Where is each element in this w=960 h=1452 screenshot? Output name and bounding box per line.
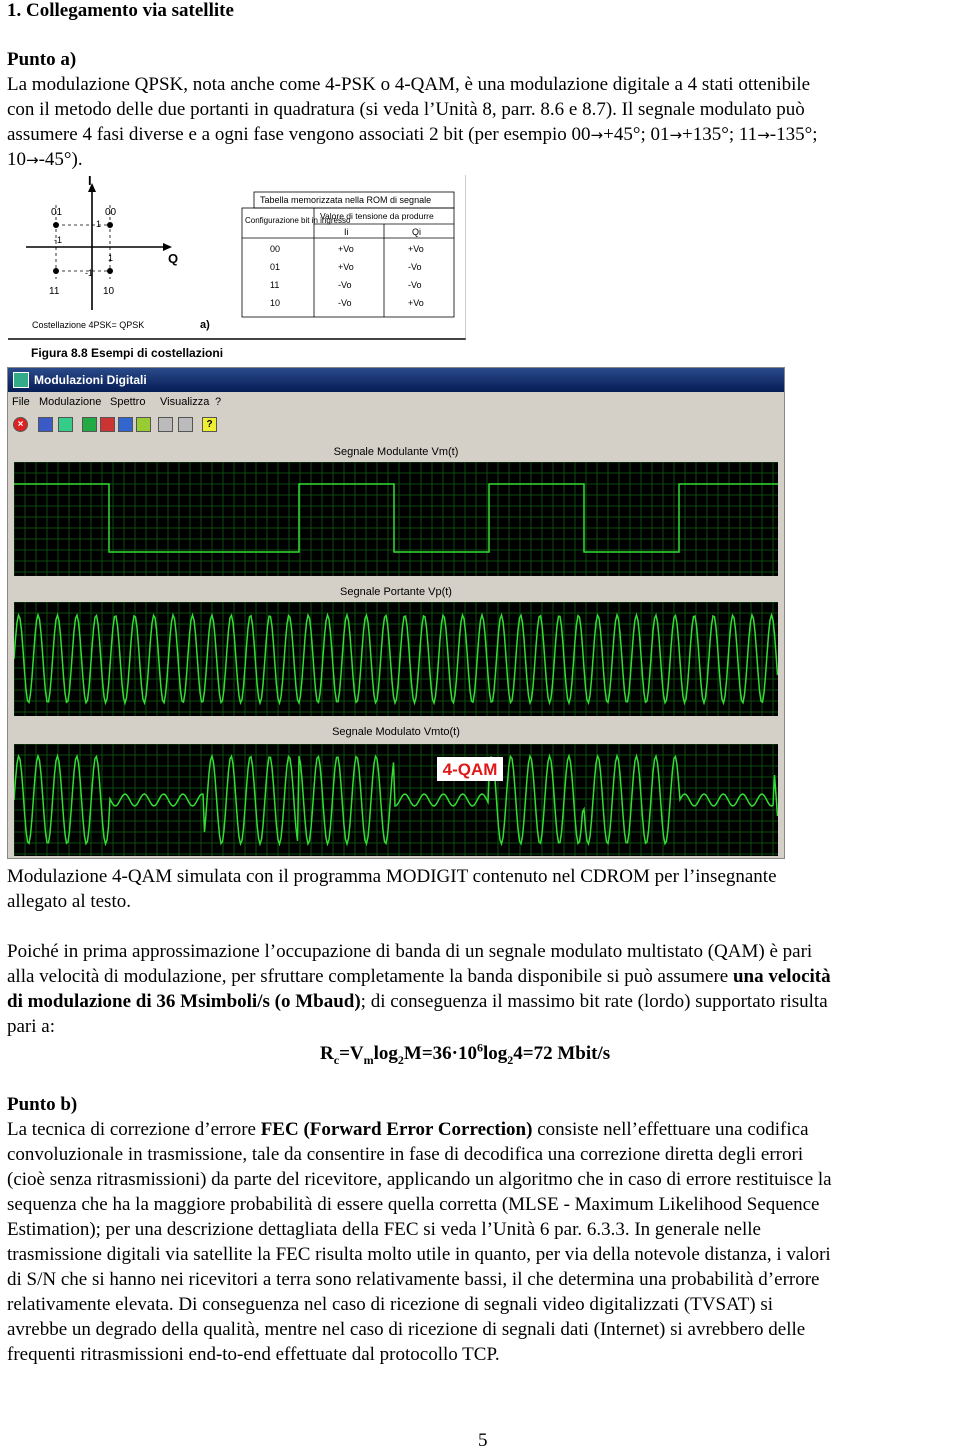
table-cell: 11 <box>270 280 280 290</box>
para-line: avrebbe un degrado della qualità, mentre nel caso di ricezione di segnali dati (Internet) si avrebbero delle <box>7 1319 806 1340</box>
figure-description: allegato al testo. <box>7 891 131 912</box>
bars-red-icon[interactable] <box>100 417 115 432</box>
constellation-figure <box>8 175 466 340</box>
panel-label-portante: Segnale Portante Vp(t) <box>340 586 452 598</box>
table-col-value: Valore di tensione da produrre <box>320 211 434 221</box>
app-title: Modulazioni Digitali <box>34 373 147 387</box>
table-cell: +Vo <box>408 244 424 254</box>
para-line: di S/N che si hanno nei ricevitori a terra sono relativamente bassi, il che determina una probabilità d’errore <box>7 1269 820 1290</box>
table-title: Tabella memorizzata nella ROM di segnale <box>260 195 432 205</box>
arrow-icon: → <box>26 151 39 169</box>
para-line: (cioè senza ritrasmissioni) da parte del ricevitore, applicando un algoritmo che in caso di errore restituisce la <box>7 1169 832 1190</box>
help-icon[interactable]: ? <box>202 417 217 432</box>
point-label: 11 <box>49 286 60 297</box>
constellation-point <box>53 222 59 228</box>
table-cell: +Vo <box>408 298 424 308</box>
scope-portante <box>14 602 778 716</box>
tick-label: 1 <box>96 219 102 229</box>
arrow-icon: → <box>669 126 683 144</box>
para-line: sequenza che ha la maggiore probabilità di essere quella corretta (MLSE - Maximum Likelihood Sequence <box>7 1194 820 1215</box>
tick-label: -1 <box>85 268 94 278</box>
para-line: alla velocità di modulazione, per sfruttare completamente la banda disponibile si può assumere una velocità <box>7 966 831 987</box>
axis-q-label: Q <box>168 251 179 266</box>
scope-modulato <box>14 744 778 856</box>
para-line: trasmissione digitali via satellite la FEC risulta molto utile in quanto, per via della notevole distanza, i valori <box>7 1244 831 1265</box>
menu-bar <box>8 394 784 412</box>
constellation-point <box>107 222 113 228</box>
para-line: 10→-45°). <box>7 149 83 170</box>
menu-modulazione[interactable]: Modulazione <box>39 396 102 408</box>
menu-spettro[interactable]: Spettro <box>110 396 146 408</box>
para-line: La modulazione QPSK, nota anche come 4-PSK o 4-QAM, è una modulazione digitale a 4 stati ottenibile <box>7 74 811 95</box>
table-cell: +Vo <box>338 244 354 254</box>
page-number: 5 <box>478 1430 488 1451</box>
grid-icon[interactable] <box>158 417 173 432</box>
toolbar <box>8 414 784 436</box>
point-label: 01 <box>51 207 63 218</box>
tick-label: 1 <box>108 253 114 263</box>
para-line: relativamente elevata. Di conseguenza nel caso di ricezione di segnali video digitalizzati (TVSAT) si <box>7 1294 774 1315</box>
save-icon[interactable] <box>38 417 53 432</box>
tick-label: -1 <box>54 235 63 245</box>
table-col-config: Configurazione bit in ingresso <box>245 216 351 225</box>
table-cell: 00 <box>270 244 281 254</box>
para-line: con il metodo delle due portanti in quadratura (si veda l’Unità 8, parr. 8.6 e 8.7). Il segnale modulato può <box>7 99 805 120</box>
arrow-icon: → <box>590 126 604 144</box>
para-line: Estimation); per una descrizione dettagliata della FEC si veda l’Unità 6 par. 6.3.3. In generale nelle <box>7 1219 761 1240</box>
stop-icon[interactable]: × <box>13 417 28 432</box>
table-cell: +Vo <box>338 262 354 272</box>
table-col-q: Qi <box>412 227 421 237</box>
bitrate-formula: $R_c=V_m\log_2M=36\cdot 10^6\log_24=72$ Mbit/s <box>320 1040 611 1067</box>
para-line: di modulazione di 36 Msimboli/s (o Mbaud); di conseguenza il massimo bit rate (lordo) supportato risulta <box>7 991 828 1012</box>
qam-badge: 4-QAM <box>442 760 498 779</box>
panel-letter: a) <box>200 319 210 331</box>
panel-label-modulante: Segnale Modulante Vm(t) <box>333 446 459 458</box>
scope-modulante <box>14 462 778 576</box>
bars-icon[interactable] <box>82 417 97 432</box>
para-line: Poiché in prima approssimazione l’occupazione di banda di un segnale modulato multistato (QAM) è pari <box>7 941 813 962</box>
axis-i-label: I <box>88 175 92 188</box>
menu-visualizza[interactable]: Visualizza <box>160 396 210 408</box>
constellation-label: Costellazione 4PSK= QPSK <box>32 320 145 330</box>
app-icon <box>13 372 29 388</box>
section-a-title: Punto a) <box>7 49 77 70</box>
figure-caption: Figura 8.8 Esempi di costellazioni <box>31 346 224 360</box>
menu-file[interactable]: File <box>12 396 30 408</box>
chart-icon[interactable] <box>58 417 73 432</box>
table-cell: -Vo <box>408 280 422 290</box>
para-line: frequenti ritrasmissioni end-to-end effettuate dal protocollo TCP. <box>7 1344 500 1365</box>
para-line: assumere 4 fasi diverse e a ogni fase vengono associati 2 bit (per esempio 00→+45°; 01→+135°; 11→-135°; <box>7 124 818 145</box>
table-cell: 10 <box>270 298 281 308</box>
constellation-point <box>107 268 113 274</box>
bars-blue-icon[interactable] <box>118 417 133 432</box>
bars-green-icon[interactable] <box>136 417 151 432</box>
modulation-app-window <box>7 367 785 859</box>
arrow-icon: → <box>757 126 770 144</box>
menu-help[interactable]: ? <box>215 396 222 408</box>
point-label: 00 <box>105 207 117 218</box>
section-b-title: Punto b) <box>7 1094 78 1115</box>
table-col-i: Ii <box>344 227 349 237</box>
panel-label-modulato: Segnale Modulato Vmto(t) <box>332 726 460 738</box>
para-line: pari a: <box>7 1016 56 1037</box>
table-cell: 01 <box>270 262 281 272</box>
constellation-point <box>53 268 59 274</box>
grid-alt-icon[interactable] <box>178 417 193 432</box>
para-line: convoluzionale in trasmissione, tale da consentire in fase di decodifica una correzione diretta degli errori <box>7 1144 804 1165</box>
para-line: La tecnica di correzione d’errore FEC (Forward Error Correction) consiste nell’effettuare una codifica <box>7 1119 809 1140</box>
table-cell: -Vo <box>338 280 352 290</box>
table-cell: -Vo <box>338 298 352 308</box>
app-titlebar <box>8 368 784 392</box>
page-heading: 1. Collegamento via satellite <box>7 0 234 21</box>
figure-description: Modulazione 4-QAM simulata con il programma MODIGIT contenuto nel CDROM per l’insegnante <box>7 866 777 887</box>
point-label: 10 <box>103 286 115 297</box>
table-cell: -Vo <box>408 262 422 272</box>
